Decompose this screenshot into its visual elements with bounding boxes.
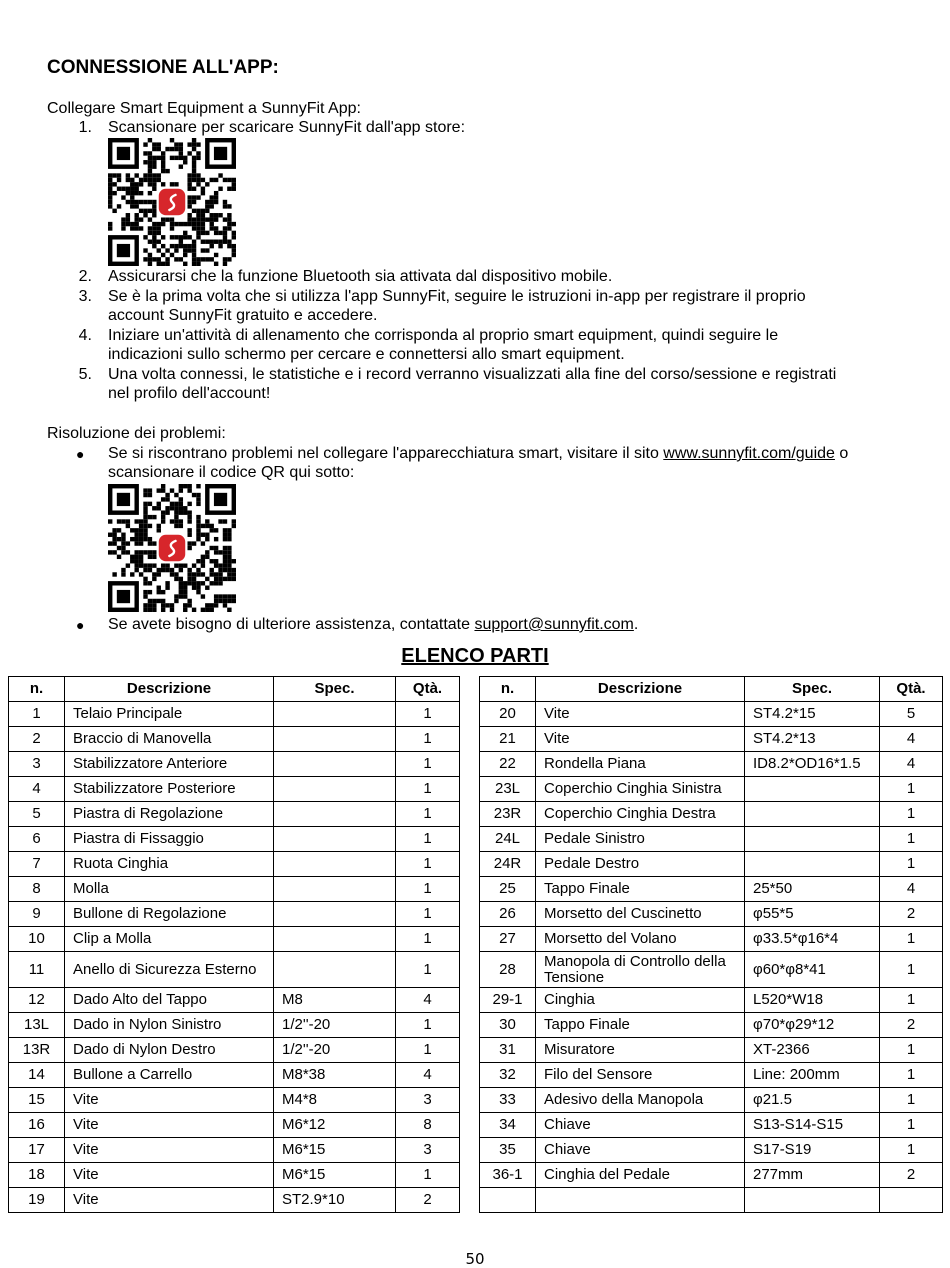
cell-number: 36-1 xyxy=(480,1163,536,1188)
cell-number: 28 xyxy=(480,952,536,988)
cell-number: 5 xyxy=(9,802,65,827)
step-2-number: 2. xyxy=(78,268,92,285)
cell-description: Rondella Piana xyxy=(536,752,745,777)
cell-spec: S13-S14-S15 xyxy=(745,1113,880,1138)
table-row xyxy=(480,988,943,1013)
table-row xyxy=(480,1163,943,1188)
cell-description: Molla xyxy=(65,877,274,902)
cell-number: 33 xyxy=(480,1088,536,1113)
cell-number: 11 xyxy=(9,952,65,988)
cell-number: 4 xyxy=(9,777,65,802)
table-row xyxy=(9,877,460,902)
step-5-text-line1: Una volta connessi, le statistiche e i record verranno visualizzati alla fine del corso/sessione e registrati xyxy=(108,366,837,383)
header-description: Descrizione xyxy=(536,677,745,702)
cell-number: 12 xyxy=(9,988,65,1013)
cell-qty: 1 xyxy=(396,827,460,852)
cell-spec: φ70*φ29*12 xyxy=(745,1013,880,1038)
cell-description: Tappo Finale xyxy=(536,1013,745,1038)
cell-number: 6 xyxy=(9,827,65,852)
support-email-link[interactable]: support@sunnyfit.com xyxy=(474,616,634,633)
table-row xyxy=(9,777,460,802)
cell-qty: 3 xyxy=(396,1088,460,1113)
cell-qty: 1 xyxy=(880,988,943,1013)
cell-spec: ST4.2*13 xyxy=(745,727,880,752)
page-number: 50 xyxy=(465,1250,485,1268)
cell-spec: 1/2''-20 xyxy=(274,1038,396,1063)
table-row xyxy=(480,952,943,988)
cell-spec: ID8.2*OD16*1.5 xyxy=(745,752,880,777)
table-row xyxy=(480,1088,943,1113)
cell-description: Cinghia xyxy=(536,988,745,1013)
table-row xyxy=(9,1088,460,1113)
cell-number: 24L xyxy=(480,827,536,852)
cell-spec: XT-2366 xyxy=(745,1038,880,1063)
table-row xyxy=(9,752,460,777)
cell-description: Chiave xyxy=(536,1113,745,1138)
cell-description: Vite xyxy=(65,1113,274,1138)
cell-qty: 1 xyxy=(396,777,460,802)
cell-qty: 1 xyxy=(880,1113,943,1138)
cell-qty: 4 xyxy=(396,1063,460,1088)
cell-description: Pedale Destro xyxy=(536,852,745,877)
cell-spec xyxy=(274,902,396,927)
cell-description: Piastra di Fissaggio xyxy=(65,827,274,852)
table-row xyxy=(480,752,943,777)
cell-description: Vite xyxy=(65,1088,274,1113)
cell-spec: M8 xyxy=(274,988,396,1013)
cell-qty: 1 xyxy=(880,927,943,952)
cell-spec: φ33.5*φ16*4 xyxy=(745,927,880,952)
table-row xyxy=(480,902,943,927)
cell-description: Anello di Sicurezza Esterno xyxy=(65,952,274,988)
cell-description: Manopola di Controllo della Tensione xyxy=(536,952,745,988)
step-5-number: 5. xyxy=(78,366,92,383)
cell-spec xyxy=(274,952,396,988)
cell-description: Filo del Sensore xyxy=(536,1063,745,1088)
cell-qty: 2 xyxy=(880,902,943,927)
cell-spec: φ60*φ8*41 xyxy=(745,952,880,988)
cell-description: Dado Alto del Tappo xyxy=(65,988,274,1013)
header-spec: Spec. xyxy=(745,677,880,702)
cell-qty: 4 xyxy=(880,727,943,752)
cell-spec: L520*W18 xyxy=(745,988,880,1013)
cell-description: Vite xyxy=(65,1188,274,1213)
table-row xyxy=(9,702,460,727)
table-row xyxy=(9,902,460,927)
cell-spec: Line: 200mm xyxy=(745,1063,880,1088)
header-qty: Qtà. xyxy=(396,677,460,702)
table-row xyxy=(480,1113,943,1138)
table-row xyxy=(480,852,943,877)
cell-spec xyxy=(274,852,396,877)
cell-qty: 3 xyxy=(396,1138,460,1163)
cell-qty: 8 xyxy=(396,1113,460,1138)
cell-qty: 1 xyxy=(396,927,460,952)
cell-description: Adesivo della Manopola xyxy=(536,1088,745,1113)
cell-qty xyxy=(880,1188,943,1213)
step-3-text-line1: Se è la prima volta che si utilizza l'app SunnyFit, seguire le istruzioni in-app per registrare il proprio xyxy=(108,288,806,305)
section-title: CONNESSIONE ALL'APP: xyxy=(47,57,279,78)
bullet-icon: ● xyxy=(76,446,85,462)
cell-description: Dado di Nylon Destro xyxy=(65,1038,274,1063)
cell-number: 32 xyxy=(480,1063,536,1088)
cell-qty: 1 xyxy=(880,777,943,802)
table-row xyxy=(9,727,460,752)
table-row xyxy=(480,777,943,802)
cell-number: 15 xyxy=(9,1088,65,1113)
cell-spec: ST2.9*10 xyxy=(274,1188,396,1213)
cell-spec: φ55*5 xyxy=(745,902,880,927)
cell-number: 2 xyxy=(9,727,65,752)
table-row xyxy=(9,827,460,852)
cell-description: Morsetto del Volano xyxy=(536,927,745,952)
cell-number: 19 xyxy=(9,1188,65,1213)
cell-description: Misuratore xyxy=(536,1038,745,1063)
cell-number: 8 xyxy=(9,877,65,902)
parts-list-title: ELENCO PARTI xyxy=(401,645,549,667)
table-row xyxy=(480,827,943,852)
cell-description: Vite xyxy=(536,727,745,752)
cell-number xyxy=(480,1188,536,1213)
cell-description: Piastra di Regolazione xyxy=(65,802,274,827)
cell-description: Cinghia del Pedale xyxy=(536,1163,745,1188)
step-1-text: Scansionare per scaricare SunnyFit dall'app store: xyxy=(108,119,466,136)
cell-qty: 1 xyxy=(396,1013,460,1038)
cell-spec: 1/2''-20 xyxy=(274,1013,396,1038)
cell-qty: 1 xyxy=(396,802,460,827)
table-row xyxy=(9,852,460,877)
cell-qty: 1 xyxy=(396,727,460,752)
cell-number: 30 xyxy=(480,1013,536,1038)
bullet-2-text: Se avete bisogno di ulteriore assistenza, contattate xyxy=(108,616,475,633)
header-description: Descrizione xyxy=(65,677,274,702)
table-row xyxy=(9,802,460,827)
cell-description: Chiave xyxy=(536,1138,745,1163)
cell-number: 16 xyxy=(9,1113,65,1138)
cell-description: Pedale Sinistro xyxy=(536,827,745,852)
table-row xyxy=(480,727,943,752)
cell-description: Bullone a Carrello xyxy=(65,1063,274,1088)
cell-number: 18 xyxy=(9,1163,65,1188)
cell-qty: 2 xyxy=(396,1188,460,1213)
table-row xyxy=(480,877,943,902)
cell-qty: 1 xyxy=(396,1038,460,1063)
qr-code-icon xyxy=(108,138,236,266)
cell-number: 20 xyxy=(480,702,536,727)
table-row xyxy=(9,1188,460,1213)
cell-spec: ST4.2*15 xyxy=(745,702,880,727)
table-row xyxy=(9,1063,460,1088)
table-row xyxy=(480,1013,943,1038)
cell-spec: 277mm xyxy=(745,1163,880,1188)
step-2-text: Assicurarsi che la funzione Bluetooth sia attivata dal dispositivo mobile. xyxy=(108,268,613,285)
bullet-icon: ● xyxy=(76,617,85,633)
troubleshoot-bullet-2 xyxy=(108,615,638,635)
cell-number: 27 xyxy=(480,927,536,952)
cell-spec xyxy=(274,827,396,852)
cell-qty: 1 xyxy=(396,752,460,777)
cell-spec: M4*8 xyxy=(274,1088,396,1113)
cell-description: Vite xyxy=(536,702,745,727)
parts-table-right xyxy=(479,676,943,1213)
cell-qty: 1 xyxy=(396,902,460,927)
table-row xyxy=(480,1038,943,1063)
cell-description xyxy=(536,1188,745,1213)
cell-qty: 1 xyxy=(880,802,943,827)
cell-qty: 1 xyxy=(880,1038,943,1063)
table-row xyxy=(9,1163,460,1188)
cell-spec xyxy=(274,877,396,902)
cell-qty: 4 xyxy=(880,877,943,902)
troubleshoot-title: Risoluzione dei problemi: xyxy=(47,425,226,442)
cell-spec xyxy=(274,777,396,802)
table-row xyxy=(9,1138,460,1163)
bullet-2-suffix: . xyxy=(633,616,639,633)
cell-number: 22 xyxy=(480,752,536,777)
cell-description: Clip a Molla xyxy=(65,927,274,952)
cell-description: Coperchio Cinghia Sinistra xyxy=(536,777,745,802)
table-row xyxy=(9,1013,460,1038)
cell-description: Braccio di Manovella xyxy=(65,727,274,752)
cell-description: Telaio Principale xyxy=(65,702,274,727)
cell-number: 14 xyxy=(9,1063,65,1088)
table-header-row xyxy=(480,677,943,702)
step-3-text-line2: account SunnyFit gratuito e accedere. xyxy=(108,307,378,324)
cell-number: 26 xyxy=(480,902,536,927)
cell-number: 13R xyxy=(9,1038,65,1063)
cell-spec xyxy=(274,927,396,952)
step-4-text-line2: indicazioni sullo schermo per cercare e connettersi allo smart equipment. xyxy=(108,346,625,363)
cell-description: Vite xyxy=(65,1163,274,1188)
cell-spec: S17-S19 xyxy=(745,1138,880,1163)
cell-description: Stabilizzatore Anteriore xyxy=(65,752,274,777)
cell-spec xyxy=(274,702,396,727)
cell-spec xyxy=(745,852,880,877)
step-3-number: 3. xyxy=(78,288,92,305)
cell-qty: 1 xyxy=(396,852,460,877)
cell-spec: M6*15 xyxy=(274,1163,396,1188)
table-row xyxy=(480,1138,943,1163)
cell-spec xyxy=(274,802,396,827)
cell-qty: 1 xyxy=(396,952,460,988)
cell-spec xyxy=(274,752,396,777)
cell-qty: 1 xyxy=(880,952,943,988)
table-row xyxy=(9,927,460,952)
cell-number: 34 xyxy=(480,1113,536,1138)
cell-qty: 1 xyxy=(396,877,460,902)
cell-description: Coperchio Cinghia Destra xyxy=(536,802,745,827)
table-row xyxy=(480,802,943,827)
cell-number: 31 xyxy=(480,1038,536,1063)
cell-qty: 1 xyxy=(396,702,460,727)
qr-code-icon xyxy=(108,484,236,612)
cell-description: Stabilizzatore Posteriore xyxy=(65,777,274,802)
cell-spec xyxy=(274,727,396,752)
cell-spec xyxy=(745,802,880,827)
cell-qty: 1 xyxy=(880,1063,943,1088)
cell-spec: M8*38 xyxy=(274,1063,396,1088)
cell-number: 7 xyxy=(9,852,65,877)
table-row xyxy=(9,988,460,1013)
cell-number: 17 xyxy=(9,1138,65,1163)
table-row xyxy=(480,927,943,952)
cell-spec xyxy=(745,777,880,802)
table-row xyxy=(480,702,943,727)
cell-number: 24R xyxy=(480,852,536,877)
cell-qty: 1 xyxy=(880,1138,943,1163)
cell-qty: 1 xyxy=(880,827,943,852)
cell-number: 23L xyxy=(480,777,536,802)
cell-number: 13L xyxy=(9,1013,65,1038)
header-n: n. xyxy=(9,677,65,702)
cell-qty: 1 xyxy=(396,1163,460,1188)
cell-number: 9 xyxy=(9,902,65,927)
cell-spec: M6*12 xyxy=(274,1113,396,1138)
cell-spec: φ21.5 xyxy=(745,1088,880,1113)
cell-number: 29-1 xyxy=(480,988,536,1013)
step-5-text-line2: nel profilo dell'account! xyxy=(108,385,271,402)
cell-number: 21 xyxy=(480,727,536,752)
cell-spec: 25*50 xyxy=(745,877,880,902)
bullet-1-text: Se si riscontrano problemi nel collegare l'apparecchiatura smart, visitare il sito xyxy=(108,445,664,462)
cell-qty: 4 xyxy=(396,988,460,1013)
cell-description: Dado in Nylon Sinistro xyxy=(65,1013,274,1038)
connect-intro: Collegare Smart Equipment a SunnyFit App: xyxy=(47,100,361,117)
troubleshoot-bullet-1 xyxy=(108,444,848,464)
cell-number: 3 xyxy=(9,752,65,777)
guide-link[interactable]: www.sunnyfit.com/guide xyxy=(663,445,835,462)
header-spec: Spec. xyxy=(274,677,396,702)
step-1-number: 1. xyxy=(78,119,92,136)
cell-number: 1 xyxy=(9,702,65,727)
table-row xyxy=(9,1113,460,1138)
cell-number: 35 xyxy=(480,1138,536,1163)
table-row xyxy=(9,952,460,988)
cell-description: Bullone di Regolazione xyxy=(65,902,274,927)
troubleshoot-bullet-1-line2: scansionare il codice QR qui sotto: xyxy=(108,464,355,481)
table-row xyxy=(480,1063,943,1088)
cell-qty: 2 xyxy=(880,1163,943,1188)
table-header-row xyxy=(9,677,460,702)
cell-number: 10 xyxy=(9,927,65,952)
table-row xyxy=(480,1188,943,1213)
step-4-text-line1: Iniziare un'attività di allenamento che corrisponda al proprio smart equipment, quindi seguire le xyxy=(108,327,779,344)
cell-spec xyxy=(745,1188,880,1213)
parts-table-left xyxy=(8,676,460,1213)
cell-description: Tappo Finale xyxy=(536,877,745,902)
step-4-number: 4. xyxy=(78,327,92,344)
table-row xyxy=(9,1038,460,1063)
header-qty: Qtà. xyxy=(880,677,943,702)
sunnyfit-logo-icon xyxy=(157,533,188,564)
sunnyfit-logo-icon xyxy=(157,187,188,218)
cell-description: Vite xyxy=(65,1138,274,1163)
cell-qty: 2 xyxy=(880,1013,943,1038)
cell-qty: 4 xyxy=(880,752,943,777)
cell-qty: 1 xyxy=(880,1088,943,1113)
bullet-1-suffix: o xyxy=(834,445,849,462)
cell-spec xyxy=(745,827,880,852)
header-n: n. xyxy=(480,677,536,702)
cell-description: Ruota Cinghia xyxy=(65,852,274,877)
cell-number: 23R xyxy=(480,802,536,827)
cell-spec: M6*15 xyxy=(274,1138,396,1163)
cell-qty: 5 xyxy=(880,702,943,727)
cell-qty: 1 xyxy=(880,852,943,877)
cell-number: 25 xyxy=(480,877,536,902)
cell-description: Morsetto del Cuscinetto xyxy=(536,902,745,927)
